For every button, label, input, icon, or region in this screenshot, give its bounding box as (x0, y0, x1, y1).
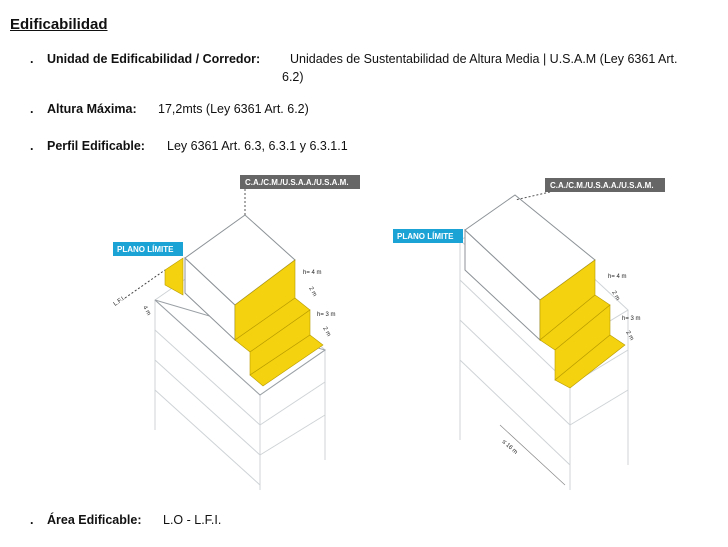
item-altura (30, 100, 630, 118)
dim-h4: h= 4 m (303, 270, 322, 276)
dim-2m-b: 2 m (624, 330, 635, 342)
item-value-cont: 6.2) (282, 70, 304, 84)
dim-h4: h= 4 m (608, 274, 627, 280)
bullet: . (30, 139, 34, 153)
bullet: . (30, 513, 34, 527)
bullet: . (30, 102, 34, 116)
item-label: Altura Máxima: (47, 102, 137, 116)
lfi-label: L.F.I. (112, 295, 127, 308)
dim-depth: ≤ 16 m (500, 439, 519, 456)
item-perfil (30, 137, 630, 155)
plane-tag-right-text: PLANO LÍMITE (397, 232, 454, 241)
bullet: . (30, 52, 34, 66)
item-label: Área Edificable: (47, 513, 142, 527)
dim-2m-a: 2 m (307, 286, 318, 298)
zone-tag-right-text: C.A./C.M./U.S.A.A./U.S.A.M. (550, 181, 654, 190)
profile-diagram-right (390, 170, 690, 500)
item-area (30, 511, 630, 529)
item-label: Perfil Edificable: (47, 139, 145, 153)
profile-diagram-left (105, 170, 375, 500)
dim-4m-side: 4 m (141, 305, 152, 317)
item-value: 17,2mts (Ley 6361 Art. 6.2) (158, 102, 309, 116)
dim-h3: h= 3 m (622, 316, 641, 322)
plane-tag-left-text: PLANO LÍMITE (117, 245, 174, 254)
page-title: Edificabilidad (10, 16, 108, 33)
item-value: Unidades de Sustentabilidad de Altura Media | U.S.A.M (Ley 6361 Art. (290, 52, 678, 66)
item-value: L.O - L.F.I. (163, 513, 222, 527)
item-value: Ley 6361 Art. 6.3, 6.3.1 y 6.3.1.1 (167, 139, 348, 153)
dim-h3: h= 3 m (317, 312, 336, 318)
item-label: Unidad de Edificabilidad / Corredor: (47, 52, 261, 66)
item-unidad (30, 50, 720, 86)
dim-2m-a: 2 m (610, 290, 621, 302)
zone-tag-left-text: C.A./C.M./U.S.A.A./U.S.A.M. (245, 178, 349, 187)
dim-2m-b: 2 m (321, 326, 332, 338)
